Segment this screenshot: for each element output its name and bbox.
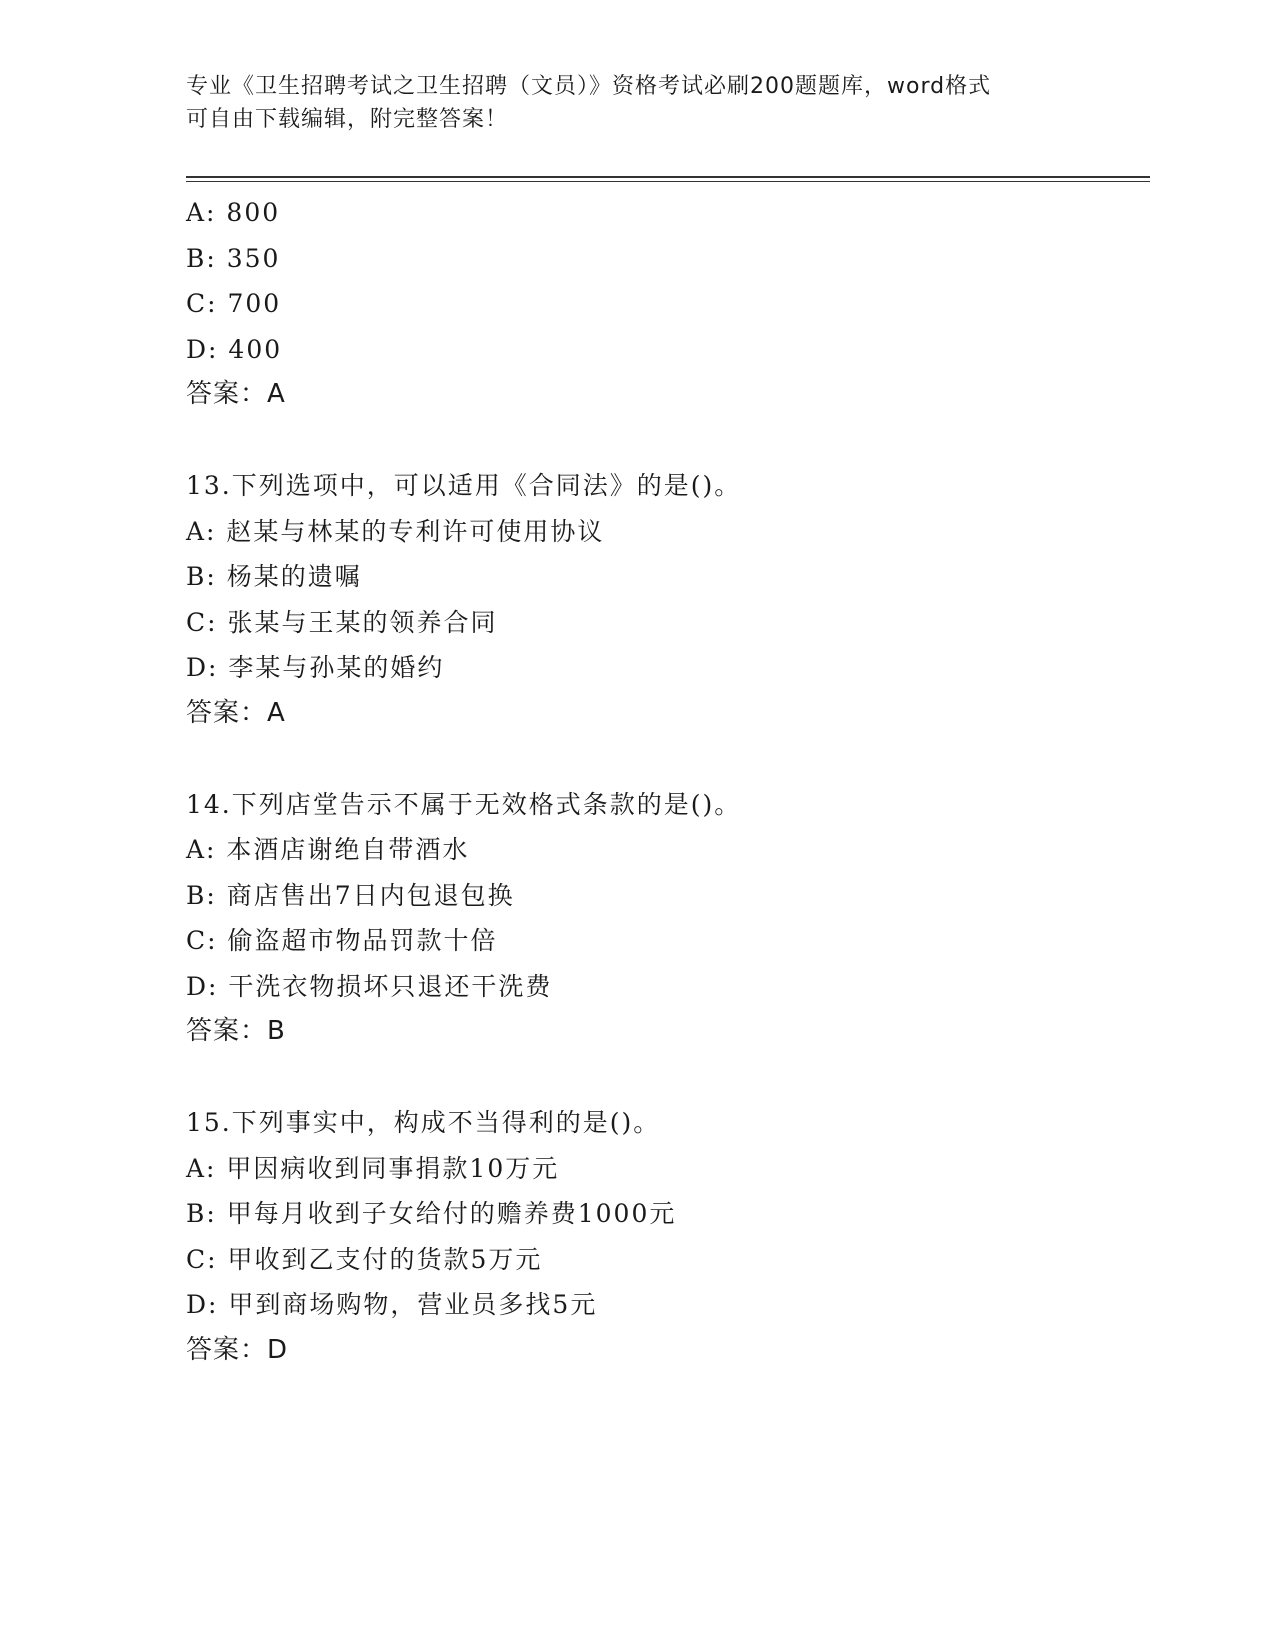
header-line-1: 专业《卫生招聘考试之卫生招聘（文员）》资格考试必刷200题题库，word格式 <box>186 74 992 99</box>
header-line-2: 可自由下载编辑，附完整答案！ <box>186 107 509 132</box>
answer-line: 答案：A <box>186 697 286 728</box>
question-block-14 <box>186 782 1146 1055</box>
question-text: 13.下列选项中，可以适用《合同法》的是()。 <box>186 471 742 500</box>
question-text: 15.下列事实中，构成不当得利的是()。 <box>186 1108 661 1137</box>
option-d: D: 甲到商场购物，营业员多找5元 <box>186 1290 598 1319</box>
spacer <box>186 418 1146 464</box>
spacer <box>186 736 1146 782</box>
question-block-13 <box>186 463 1146 736</box>
option-c: C: 张某与王某的领养合同 <box>186 607 498 637</box>
option-d: D: 干洗衣物损坏只退还干洗费 <box>186 971 553 1001</box>
option-c: C: 700 <box>186 289 282 318</box>
option-d: D: 400 <box>186 334 283 364</box>
spacer <box>186 1055 1146 1101</box>
option-a: A: 甲因病收到同事捐款10万元 <box>186 1153 560 1183</box>
header-divider-thick <box>186 176 1150 178</box>
header-divider-thin <box>186 181 1150 182</box>
question-text: 14.下列店堂告示不属于无效格式条款的是()。 <box>186 789 742 819</box>
option-b: B: 甲每月收到子女给付的赡养费1000元 <box>186 1199 677 1228</box>
option-c: C: 偷盗超市物品罚款十倍 <box>186 926 498 955</box>
question-list <box>186 190 1146 1373</box>
option-d: D: 李某与孙某的婚约 <box>186 653 445 682</box>
option-b: B: 商店售出7日内包退包换 <box>186 880 515 910</box>
option-a: A: 800 <box>186 198 281 227</box>
option-a: A: 本酒店谢绝自带酒水 <box>186 835 470 864</box>
answer-line: 答案：B <box>186 1016 286 1046</box>
answer-line: 答案：D <box>186 1334 289 1365</box>
option-b: B: 杨某的遗嘱 <box>186 562 362 591</box>
page-header <box>186 70 1086 136</box>
question-block-15 <box>186 1100 1146 1373</box>
answer-line: 答案：A <box>186 379 286 409</box>
question-block-12 <box>186 190 1146 418</box>
option-a: A: 赵某与林某的专利许可使用协议 <box>186 516 605 546</box>
option-b: B: 350 <box>186 243 281 273</box>
option-c: C: 甲收到乙支付的货款5万元 <box>186 1244 543 1274</box>
